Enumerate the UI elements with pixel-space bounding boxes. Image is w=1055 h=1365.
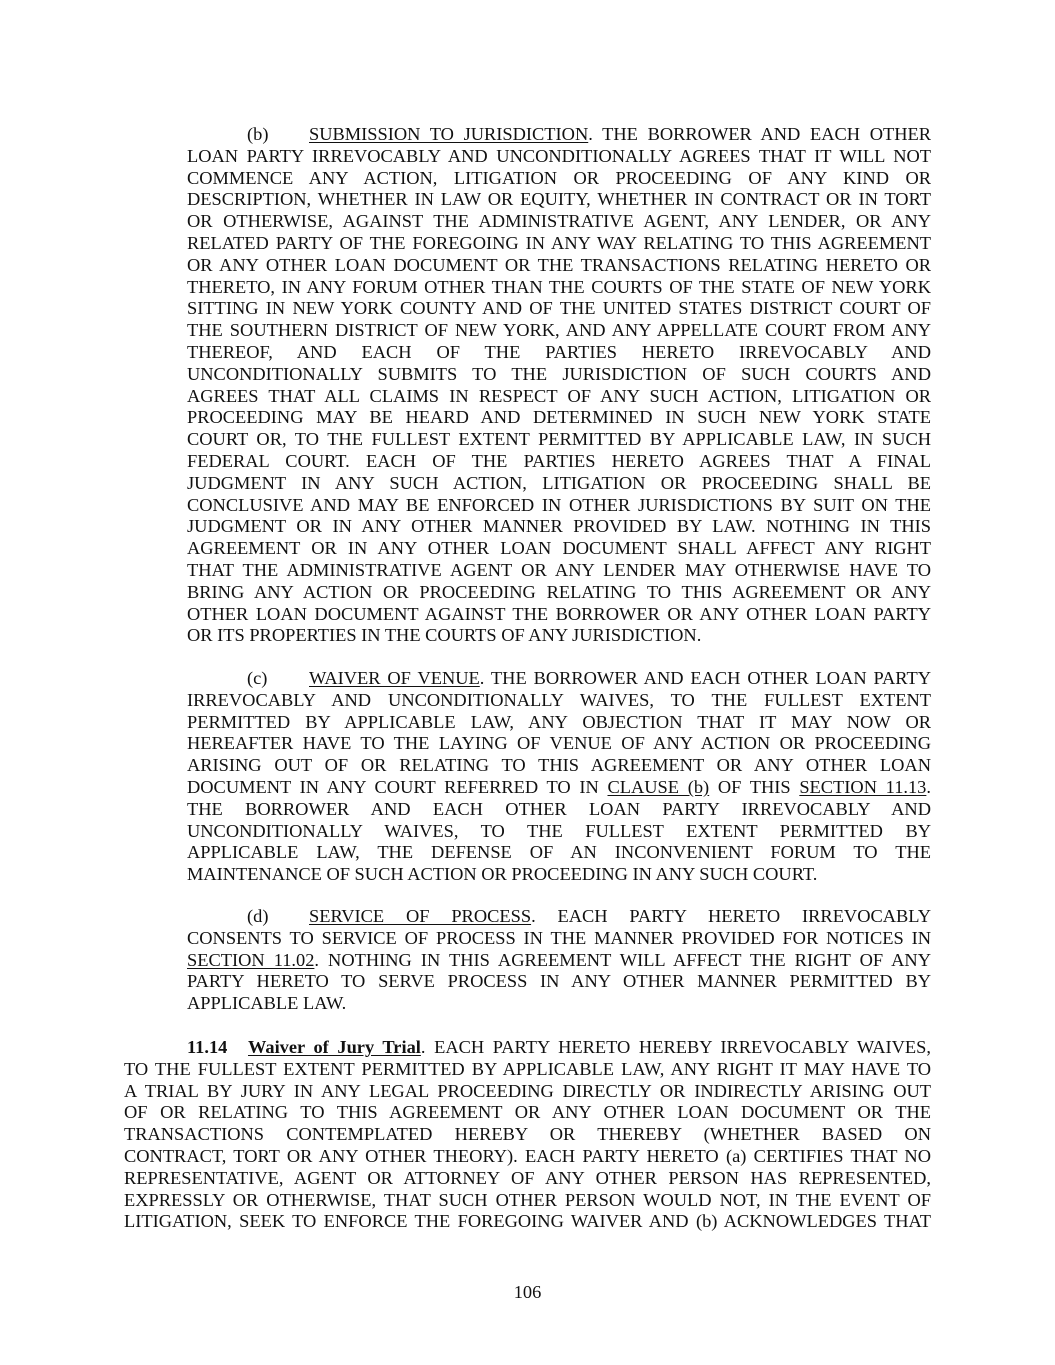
text-line: OR ANY OTHER LOAN DOCUMENT OR THE TRANSACTIONS RELATING HERETO OR: [187, 254, 931, 275]
section-c-ref-line: [187, 777, 931, 799]
section-b-submission-to-jurisdiction: [187, 124, 931, 647]
section-c-ref-line-mid: OF THIS: [709, 776, 800, 797]
page-number: 106: [513, 1282, 542, 1302]
section-d-ref-line: [187, 950, 931, 972]
text-line: MAINTENANCE OF SUCH ACTION OR PROCEEDING IN ANY SUCH COURT.: [187, 864, 818, 885]
text-line: THEREOF, AND EACH OF THE PARTIES HERETO IRREVOCABLY AND: [187, 341, 931, 362]
section-c-heading: WAIVER OF VENUE: [309, 668, 480, 688]
text-line: DESCRIPTION, WHETHER IN LAW OR EQUITY, WHETHER IN CONTRACT OR IN TORT: [187, 189, 931, 210]
text-line: LOAN PARTY IRREVOCABLY AND UNCONDITIONALLY AGREES THAT IT WILL NOT: [187, 145, 931, 166]
text-line: BRING ANY ACTION OR PROCEEDING RELATING TO THIS AGREEMENT OR ANY: [187, 581, 931, 602]
text-line: THE BORROWER AND EACH OTHER LOAN PARTY IRREVOCABLY AND: [187, 798, 931, 819]
text-line: REPRESENTATIVE, AGENT OR ATTORNEY OF ANY OTHER PERSON HAS REPRESENTED,: [124, 1167, 931, 1188]
text-line: AGREEMENT OR IN ANY OTHER LOAN DOCUMENT SHALL AFFECT ANY RIGHT: [187, 538, 931, 559]
text-line: OTHER LOAN DOCUMENT AGAINST THE BORROWER OR ANY OTHER LOAN PARTY: [187, 603, 931, 624]
section-c-ref-line-pre: DOCUMENT IN ANY COURT REFERRED TO IN: [187, 776, 608, 797]
section-d-first-line: [187, 906, 931, 928]
section-b-body: [187, 146, 931, 647]
text-line: AGREES THAT ALL CLAIMS IN RESPECT OF ANY SUCH ACTION, LITIGATION OR: [187, 385, 931, 406]
section-11-13-reference-link[interactable]: SECTION 11.13: [799, 776, 927, 797]
text-line: PERMITTED BY APPLICABLE LAW, ANY OBJECTION THAT IT MAY NOW OR: [187, 711, 931, 732]
text-line: SITTING IN NEW YORK COUNTY AND OF THE UNITED STATES DISTRICT COURT OF: [187, 298, 931, 319]
section-c-first-line: [187, 668, 931, 690]
section-c-body-before-ref: [187, 690, 931, 777]
text-line: THAT THE ADMINISTRATIVE AGENT OR ANY LENDER MAY OTHERWISE HAVE TO: [187, 559, 931, 580]
section-b-first-line: [187, 124, 931, 146]
section-11-14-waiver-of-jury-trial: [124, 1037, 931, 1233]
text-line: A TRIAL BY JURY IN ANY LEGAL PROCEEDING DIRECTLY OR INDIRECTLY ARISING OUT: [124, 1080, 931, 1101]
text-line: OR ITS PROPERTIES IN THE COURTS OF ANY JURISDICTION.: [187, 625, 702, 646]
text-line: PROCEEDING MAY BE HEARD AND DETERMINED IN SUCH NEW YORK STATE: [187, 407, 931, 428]
section-c-first-line-text: . THE BORROWER AND EACH OTHER LOAN PARTY: [479, 668, 931, 688]
text-line: PARTY HERETO TO SERVE PROCESS IN ANY OTHER MANNER PERMITTED BY: [187, 971, 931, 992]
section-c-waiver-of-venue: [187, 668, 931, 886]
text-line: APPLICABLE LAW, THE DEFENSE OF AN INCONVENIENT FORUM TO THE: [187, 842, 931, 863]
section-d-line-2: CONSENTS TO SERVICE OF PROCESS IN THE MANNER PROVIDED FOR NOTICES IN: [187, 927, 931, 948]
section-11-14-number: 11.14: [187, 1037, 228, 1057]
section-11-14-title: Waiver of Jury Trial: [248, 1037, 421, 1057]
text-line: CONTRACT, TORT OR ANY OTHER THEORY). EACH PARTY HERETO (a) CERTIFIES THAT NO: [124, 1145, 931, 1166]
text-line: THE SOUTHERN DISTRICT OF NEW YORK, AND ANY APPELLATE COURT FROM ANY: [187, 320, 931, 341]
text-line: THERETO, IN ANY FORUM OTHER THAN THE COURTS OF THE STATE OF NEW YORK: [187, 276, 931, 297]
section-d-body-after-ref: [187, 971, 931, 1015]
section-b-heading: SUBMISSION TO JURISDICTION: [309, 124, 589, 144]
text-line: COURT OR, TO THE FULLEST EXTENT PERMITTED BY APPLICABLE LAW, IN SUCH: [187, 429, 931, 450]
section-d-heading: SERVICE OF PROCESS: [309, 906, 532, 926]
section-b-label: (b): [247, 124, 269, 144]
text-line: TRANSACTIONS CONTEMPLATED HEREBY OR THEREBY (WHETHER BASED ON: [124, 1124, 931, 1145]
text-line: APPLICABLE LAW.: [187, 993, 347, 1014]
text-line: RELATED PARTY OF THE FOREGOING IN ANY WAY RELATING TO THIS AGREEMENT: [187, 232, 931, 253]
text-line: JUDGMENT OR IN ANY OTHER MANNER PROVIDED BY LAW. NOTHING IN THIS: [187, 516, 931, 537]
text-line: UNCONDITIONALLY WAIVES, TO THE FULLEST EXTENT PERMITTED BY: [187, 820, 931, 841]
text-line: FEDERAL COURT. EACH OF THE PARTIES HERETO AGREES THAT A FINAL: [187, 450, 931, 471]
text-line: HEREAFTER HAVE TO THE LAYING OF VENUE OF ANY ACTION OR PROCEEDING: [187, 733, 931, 754]
section-11-14-body: [124, 1059, 931, 1233]
text-line: IRREVOCABLY AND UNCONDITIONALLY WAIVES, TO THE FULLEST EXTENT: [187, 689, 931, 710]
section-d-first-line-text: . EACH PARTY HERETO IRREVOCABLY: [531, 906, 931, 926]
text-line: OF OR RELATING TO THIS AGREEMENT OR ANY OTHER LOAN DOCUMENT OR THE: [124, 1102, 931, 1123]
text-line: OR OTHERWISE, AGAINST THE ADMINISTRATIVE AGENT, ANY LENDER, OR ANY: [187, 211, 931, 232]
text-line: ARISING OUT OF OR RELATING TO THIS AGREEMENT OR ANY OTHER LOAN: [187, 755, 931, 776]
text-line: TO THE FULLEST EXTENT PERMITTED BY APPLICABLE LAW, ANY RIGHT IT MAY HAVE TO: [124, 1058, 931, 1079]
section-c-ref-line-post: .: [926, 776, 931, 797]
section-c-body-after-ref: [187, 799, 931, 886]
section-c-label: (c): [247, 668, 268, 688]
section-11-14-first-line-text: . EACH PARTY HERETO HEREBY IRREVOCABLY WAIVES,: [420, 1037, 931, 1057]
text-line: UNCONDITIONALLY SUBMITS TO THE JURISDICTION OF SUCH COURTS AND: [187, 363, 931, 384]
section-11-14-first-line: [124, 1037, 931, 1059]
section-d-service-of-process: [187, 906, 931, 1015]
section-11-02-reference-link[interactable]: SECTION 11.02: [187, 949, 315, 970]
section-d-label: (d): [247, 906, 269, 926]
text-line: EXPRESSLY OR OTHERWISE, THAT SUCH OTHER PERSON WOULD NOT, IN THE EVENT OF: [124, 1189, 931, 1210]
section-b-first-line-text: . THE BORROWER AND EACH OTHER: [588, 124, 931, 144]
section-d-ref-line-post: . NOTHING IN THIS AGREEMENT WILL AFFECT THE RIGHT OF ANY: [314, 949, 931, 970]
text-line: COMMENCE ANY ACTION, LITIGATION OR PROCEEDING OF ANY KIND OR: [187, 167, 931, 188]
text-line: CONCLUSIVE AND MAY BE ENFORCED IN OTHER JURISDICTIONS BY SUIT ON THE: [187, 494, 931, 515]
text-line: LITIGATION, SEEK TO ENFORCE THE FOREGOING WAIVER AND (b) ACKNOWLEDGES THAT: [124, 1211, 931, 1232]
clause-b-reference-link[interactable]: CLAUSE (b): [607, 776, 710, 797]
text-line: JUDGMENT IN ANY SUCH ACTION, LITIGATION OR PROCEEDING SHALL BE: [187, 472, 931, 493]
